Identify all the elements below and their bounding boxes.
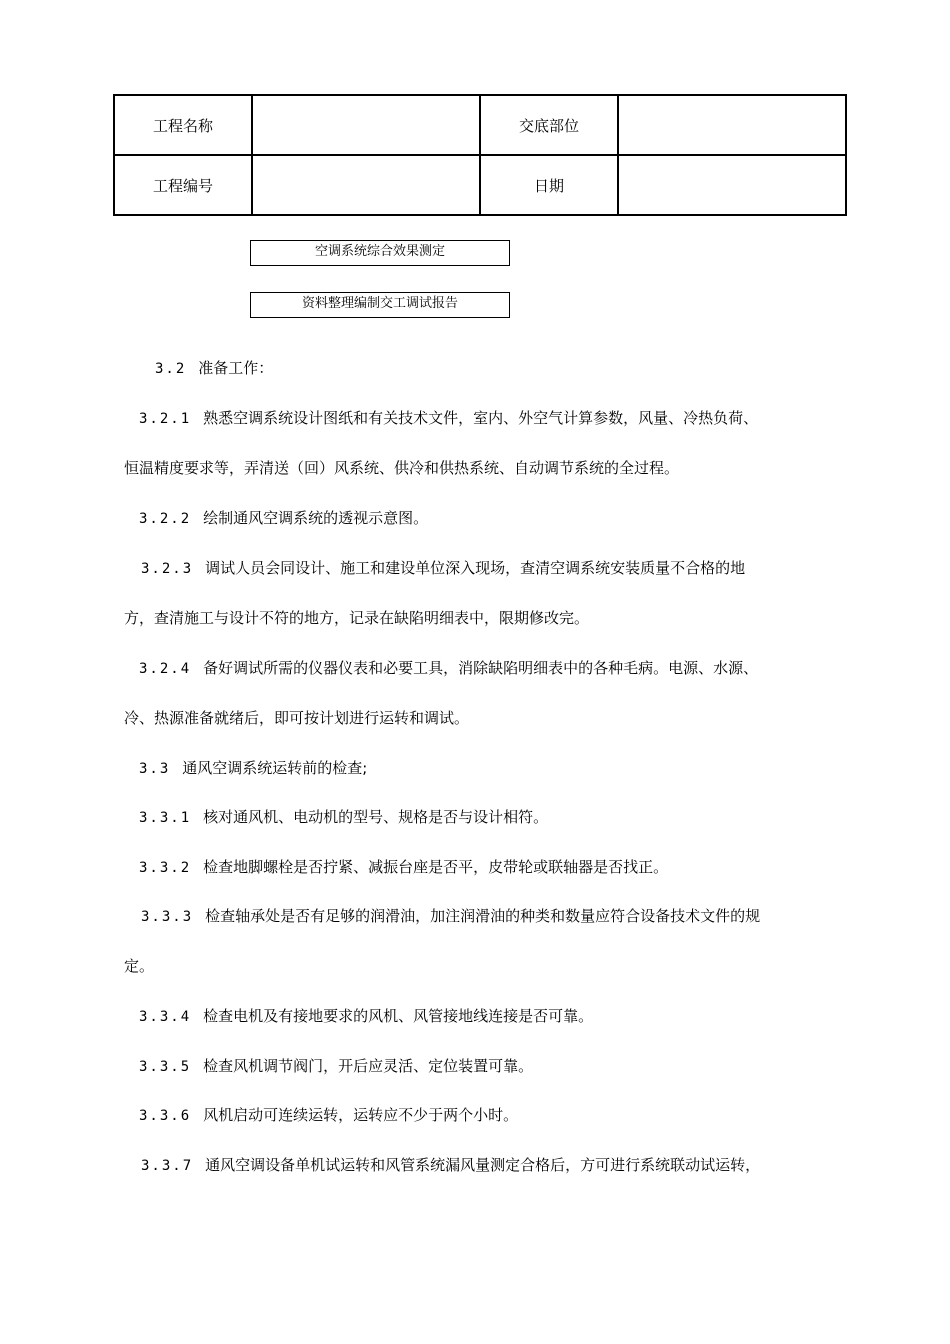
- section-number: 3.3.7: [141, 1158, 194, 1174]
- section-number: 3.3.4: [139, 1009, 192, 1025]
- section-number: 3.2.4: [139, 661, 192, 677]
- paragraph-text: 冷、热源准备就绪后，即可按计划进行运转和调试。: [124, 709, 470, 727]
- project-number-label: 工程编号: [114, 155, 252, 215]
- section-number: 3.3.1: [139, 810, 192, 826]
- paragraph-text: 核对通风机、电动机的型号、规格是否与设计相符。: [203, 808, 549, 826]
- paragraph-text: 准备工作：: [198, 359, 274, 377]
- paragraph-text: 恒温精度要求等，弄清送（回）风系统、供冷和供热系统、自动调节系统的全过程。: [124, 459, 680, 477]
- paragraph: [139, 1055, 950, 1076]
- paragraph: [124, 955, 950, 976]
- paragraph: [124, 607, 950, 628]
- paragraph-text: 调试人员会同设计、施工和建设单位深入现场，查清空调系统安装质量不合格的地: [205, 559, 746, 577]
- disclosure-part-label: 交底部位: [480, 95, 618, 155]
- paragraph-text: 通风空调系统运转前的检查;: [182, 759, 368, 777]
- flow-box-effect-test: 空调系统综合效果测定: [250, 240, 510, 266]
- section-number: 3.2.3: [141, 561, 194, 577]
- paragraph: [139, 407, 950, 428]
- paragraph: [124, 707, 950, 728]
- section-number: 3.2.2: [139, 511, 192, 527]
- paragraph: [124, 457, 950, 478]
- project-name-value: [252, 95, 480, 155]
- paragraph-text: 定。: [124, 957, 155, 975]
- disclosure-part-value: [618, 95, 846, 155]
- section-number: 3.3.3: [141, 909, 194, 925]
- table-row: [114, 95, 846, 155]
- section-number: 3.3.6: [139, 1108, 192, 1124]
- paragraph: [139, 657, 950, 678]
- date-label: 日期: [480, 155, 618, 215]
- paragraph: [139, 1104, 950, 1125]
- paragraph: [141, 905, 950, 926]
- paragraph-text: 绘制通风空调系统的透视示意图。: [203, 509, 429, 527]
- date-value: [618, 155, 846, 215]
- paragraph: [139, 757, 950, 778]
- section-number: 3.2: [155, 361, 187, 377]
- paragraph-text: 检查轴承处是否有足够的润滑油，加注润滑油的种类和数量应符合设备技术文件的规: [205, 907, 761, 925]
- paragraph: [155, 357, 950, 378]
- project-number-value: [252, 155, 480, 215]
- paragraph-text: 检查电机及有接地要求的风机、风管接地线连接是否可靠。: [203, 1007, 594, 1025]
- section-number: 3.3.2: [139, 860, 192, 876]
- paragraph-text: 风机启动可连续运转，运转应不少于两个小时。: [203, 1106, 519, 1124]
- project-name-label: 工程名称: [114, 95, 252, 155]
- paragraph-text: 熟悉空调系统设计图纸和有关技术文件，室内、外空气计算参数，风量、冷热负荷、: [203, 409, 759, 427]
- paragraph: [139, 507, 950, 528]
- flow-box-report: 资料整理编制交工调试报告: [250, 292, 510, 318]
- paragraph-text: 检查风机调节阀门，开后应灵活、定位装置可靠。: [203, 1057, 534, 1075]
- section-number: 3.3.5: [139, 1059, 192, 1075]
- paragraph: [139, 856, 950, 877]
- paragraph: [141, 1154, 950, 1175]
- paragraph: [139, 1005, 950, 1026]
- table-row: [114, 155, 846, 215]
- paragraph-text: 检查地脚螺栓是否拧紧、减振台座是否平，皮带轮或联轴器是否找正。: [203, 858, 669, 876]
- header-table: [113, 94, 847, 216]
- paragraph-text: 通风空调设备单机试运转和风管系统漏风量测定合格后，方可进行系统联动试运转，: [205, 1156, 761, 1174]
- section-number: 3.2.1: [139, 411, 192, 427]
- paragraph-text: 方，查清施工与设计不符的地方，记录在缺陷明细表中，限期修改完。: [124, 609, 590, 627]
- section-number: 3.3: [139, 761, 171, 777]
- paragraph-text: 备好调试所需的仪器仪表和必要工具，消除缺陷明细表中的各种毛病。电源、水源、: [203, 659, 759, 677]
- paragraph: [141, 557, 950, 578]
- paragraph: [139, 806, 950, 827]
